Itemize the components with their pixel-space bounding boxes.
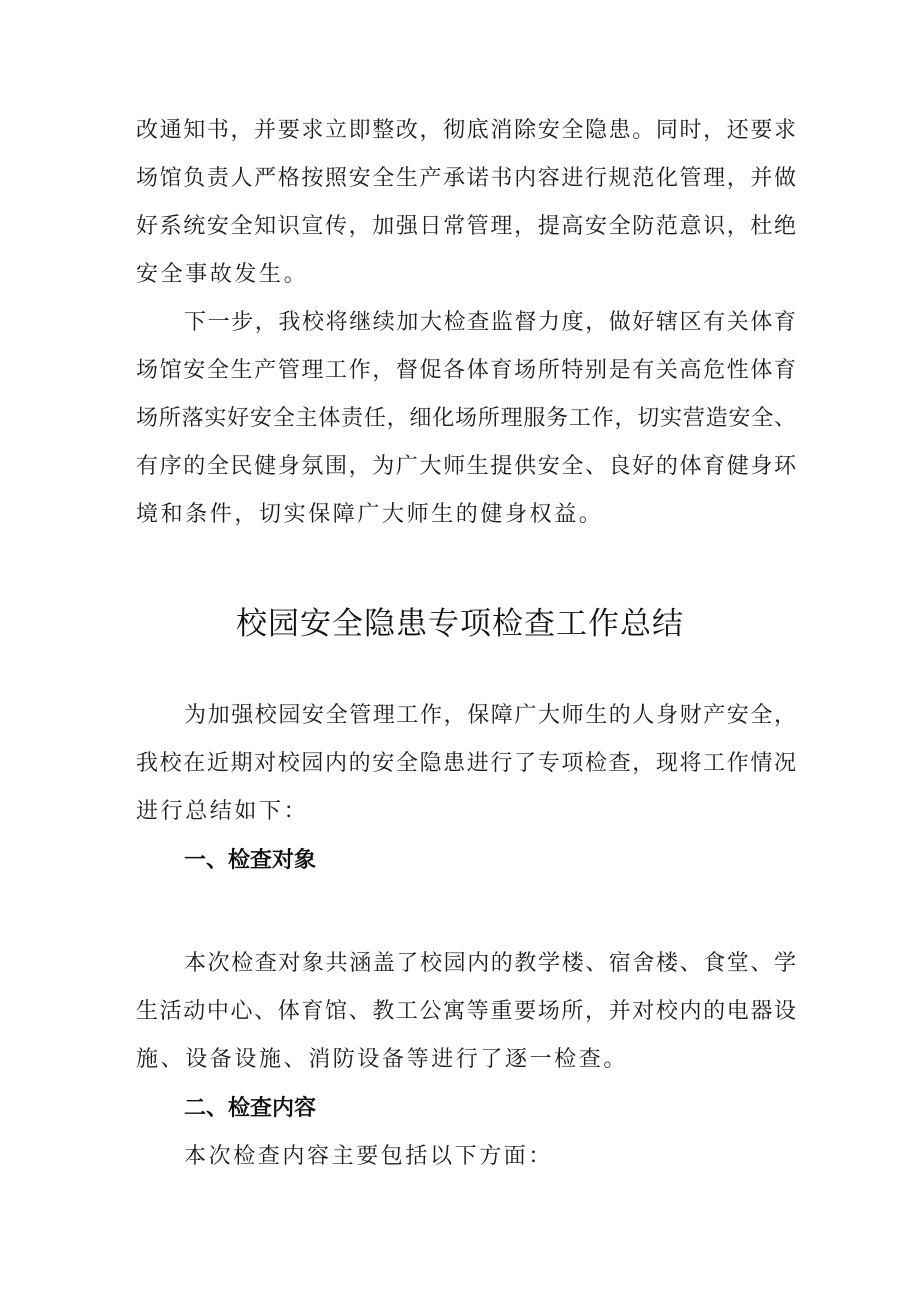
paragraph-line: 改通知书，并要求立即整改，彻底消除安全隐患。同时，还要求	[136, 118, 796, 143]
section-heading: 一、检查对象	[184, 848, 317, 873]
paragraph-line: 进行总结如下：	[136, 799, 309, 824]
section-heading: 二、检查内容	[184, 1096, 317, 1121]
paragraph-line: 我校在近期对校园内的安全隐患进行了专项检查，现将工作情况	[136, 751, 796, 776]
paragraph-line: 施、设备设施、消防设备等进行了逐一检查。	[136, 1047, 629, 1072]
paragraph-line: 本次检查对象共涵盖了校园内的教学楼、宿舍楼、食堂、学	[184, 951, 796, 976]
paragraph-line: 场馆负责人严格按照安全生产承诺书内容进行规范化管理，并做	[136, 166, 796, 191]
paragraph-line: 场馆安全生产管理工作，督促各体育场所特别是有关高危性体育	[136, 358, 796, 383]
paragraph-line: 有序的全民健身氛围，为广大师生提供安全、良好的体育健身环	[136, 454, 796, 479]
paragraph-line: 好系统安全知识宣传，加强日常管理，提高安全防范意识，杜绝	[136, 214, 796, 239]
paragraph-line: 本次检查内容主要包括以下方面：	[184, 1144, 554, 1169]
document-title: 校园安全隐患专项检查工作总结	[236, 606, 684, 642]
paragraph-line: 场所落实好安全主体责任，细化场所理服务工作，切实营造安全、	[136, 406, 796, 431]
paragraph-line: 为加强校园安全管理工作，保障广大师生的人身财产安全，	[184, 703, 796, 728]
paragraph-line: 下一步，我校将继续加大检查监督力度，做好辖区有关体育	[184, 310, 796, 335]
paragraph-line: 生活动中心、体育馆、教工公寓等重要场所，并对校内的电器设	[136, 999, 796, 1024]
paragraph-line: 境和条件，切实保障广大师生的健身权益。	[136, 502, 604, 527]
paragraph-line: 安全事故发生。	[136, 262, 309, 287]
